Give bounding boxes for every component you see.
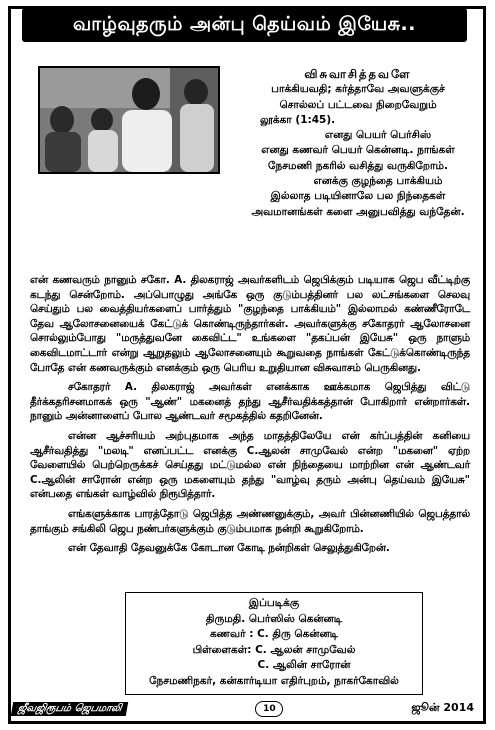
signature-box [125,592,423,695]
intro-line: லூக்கா (1:45). [260,113,336,126]
article-title: வாழ்வுதரும் அன்பு தெய்வம் இயேசு.. [22,8,467,42]
intro-column [240,67,476,220]
signature-name: திருமதி. பெர்ஸிஸ் கென்னடி [205,612,343,625]
signature-child2: C. ஆலின் சாரோன் [257,659,351,671]
body-paragraph: என்ன ஆச்சரியம் அற்புதமாக அந்த மாதத்திலேயே என் கர்ப்பத்தின் கனியை ஆசீர்வதித்து "மலடி" எனப்பட்ட எனக்கு C.ஆலன் சாமுவேல் என்ற "மகனை" ஏற்ற வேளையில் பெற்றெருக்கச் செய்தது மட்டுமல்ல என் நிந்தையை மாற்றின என் ஆண்டவர் C.ஆலின் சாரோன் என்ற ஒரு மகளையும் தந்து "வாழ்வு தரும் அன்பு தெய்வம் இயேசு" என்பதை எங்கள் வாழ்வில் நிரூபித்தார். [30,429,470,501]
intro-line: எனக்கு குழந்தை பாக்கியம் [313,175,443,188]
intro-line: நேசமணி நகரில் வசித்து வருகிறோம். [268,159,448,172]
magazine-name: ஜீவஜிரூபம் ஜெபமாலி [11,702,129,716]
signature-husband: கணவர் : C. திரு கென்னடி [209,628,339,640]
body-paragraph: என் கணவரும் நானும் சகோ. A. திலகராஜ் அவர்களிடம் ஜெபிக்கும் படியாக ஜெப வீட்டிற்கு கடந்து சென்றோம். அப்பொழுது அங்கே ஒரு குடும்பத்தினர் பல லட்சங்களை செலவு செய்தும் பல வைத்தியர்களைப் பார்த்தும் "குழந்தை பாக்கியம்" இல்லாமல் கண்ணீரோடே தேவ ஆலோசனையைக் கேட்டுக் கொண்டிருந்தார்கள். அவர்களுக்கு சகோதரர் ஆலோசனை சொல்லும்போது "மருத்துவனே கைவிட்ட" உங்களை "தகப்பன் இயேசு" ஒரு நாளும் கைவிடமாட்டார் என்று ஆறுதலும் ஆலோசனையும் கூறுவதை நாங்கள் கேட்டுக்கொண்டிருந்த போதே என் கணவருக்கும் எனக்கும் ஒரு பெரிய உறுதியான விசுவாசம் பெருகினது. [30,274,470,374]
signature-address: நேசமணிநகர், கன்கார்டியா எதிர்புறம், நாகர்கோவில் [149,674,399,687]
intro-line: எனது பெயர் பெர்சிஸ் [324,129,432,142]
intro-line: விசுவாசித்தவளே [304,67,412,81]
intro-line: பாக்கியவதி; கர்த்தாவே அவளுக்குச் [271,83,445,96]
signature-children: பிள்ளைகள்: C. ஆலன் சாமுவேல் [192,643,356,656]
page-number: 10 [255,701,283,717]
intro-line: இல்லாத படியினாலே பல நிந்தைகள் [270,190,446,203]
signature-heading: இப்படிக்கு [248,597,300,609]
body-paragraph: எங்களுக்காக பாரத்தோடு ஜெபித்த அண்ணனுக்கும், அவர் பின்னணியில் ஜெபத்தால் தாங்கும் சங்கிலி ஜெப நண்பர்களுக்கும் குடும்பமாக நன்றி கூறுகிறோம். [30,507,470,535]
family-photo-icon [40,68,218,172]
family-photo [38,66,220,174]
intro-line: அவமானங்கள் களை அனுபவித்து வந்தேன். [251,205,465,218]
issue-date: ஜூன் 2014 [411,701,474,714]
body-paragraph: என் தேவாதி தேவனுக்கே கோடான கோடி நன்றிகள் செலுத்துகிறேன். [68,542,390,555]
article-body [30,273,470,561]
page-footer [12,700,478,717]
body-paragraph: சகோதரர் A. திலகராஜ் அவர்கள் எனக்காக ஊக்கமாக ஜெபித்து விட்டு தீர்க்கதரிசனமாகக் ஒரு "ஆண்" மகனைத் தந்து ஆசீர்வதிக்கத்தான் போகிறார் என்றார்கள். நானும் அன்னாளைப் போல ஆண்டவர் சமூகத்தில் கதறினேன். [30,381,470,423]
intro-line: எனது கணவர் பெயர் கென்னடி. நாங்கள் [261,144,455,157]
intro-line: சொல்லப் பட்டவை நிறைவேறும் [279,98,437,111]
